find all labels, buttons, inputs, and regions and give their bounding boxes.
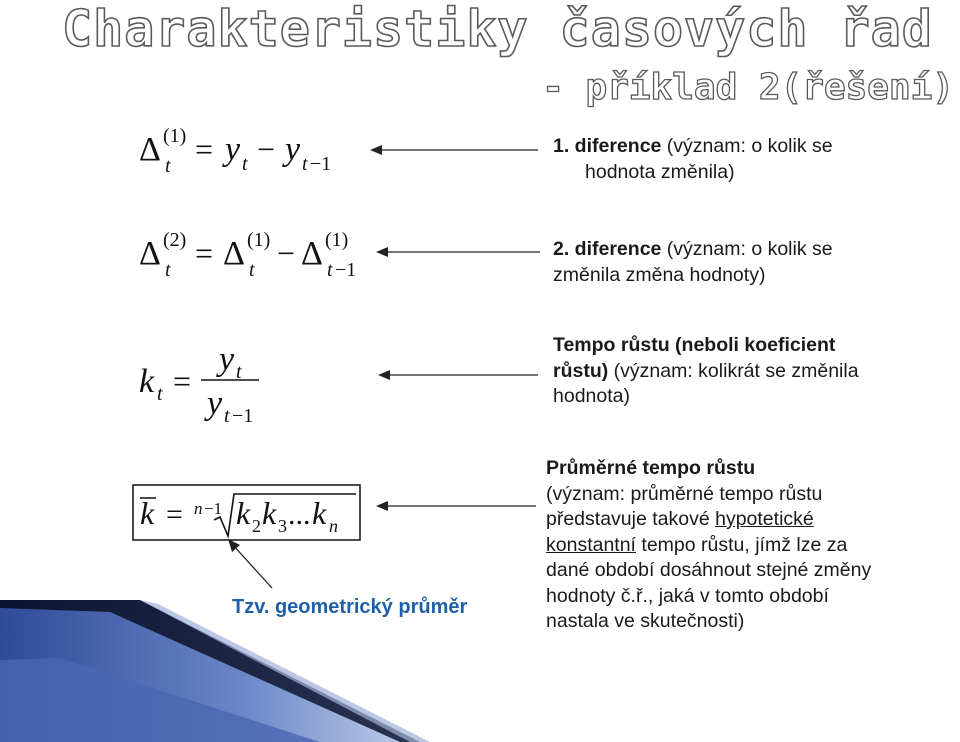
- formula-second-difference: [135, 222, 375, 286]
- arrow-left-4: [376, 498, 538, 514]
- svg-text:Δ: Δ: [139, 131, 161, 168]
- formula-growth-rate: [135, 340, 285, 430]
- svg-text:(1): (1): [325, 229, 349, 251]
- desc-second-difference: 2. diference (význam: o kolik se změnila změna hodnoty): [553, 238, 833, 286]
- svg-text:3: 3: [278, 516, 287, 536]
- desc-growth-rate: Tempo růstu (neboli koeficient růstu) (význam: kolikrát se změnila hodnota): [553, 334, 859, 407]
- formula-mean-growth: [132, 484, 362, 542]
- svg-text:t: t: [302, 153, 308, 175]
- arrow-left-3: [378, 367, 540, 383]
- svg-text:−1: −1: [335, 259, 357, 281]
- svg-text:Δ: Δ: [139, 235, 161, 272]
- svg-text:t: t: [327, 259, 333, 281]
- svg-text:(1): (1): [247, 229, 271, 251]
- svg-text:−: −: [277, 235, 296, 271]
- svg-text:Δ: Δ: [301, 235, 323, 272]
- svg-text:n: n: [194, 499, 203, 518]
- svg-text:t: t: [165, 155, 171, 177]
- svg-text:Δ: Δ: [223, 235, 245, 272]
- svg-text:t: t: [242, 153, 248, 175]
- svg-text:(1): (1): [163, 125, 187, 147]
- svg-text:−1: −1: [310, 153, 332, 175]
- svg-text:−1: −1: [204, 499, 223, 518]
- svg-text:y: y: [285, 131, 301, 168]
- geometric-mean-caption: Tzv. geometrický průměr: [232, 596, 468, 618]
- svg-text:k: k: [139, 363, 155, 400]
- svg-text:k: k: [312, 495, 327, 531]
- svg-text:k: k: [262, 495, 277, 531]
- svg-text:k: k: [140, 495, 155, 531]
- page-subtitle: - příklad 2(řešení): [542, 67, 954, 108]
- svg-text:...: ...: [288, 498, 311, 531]
- desc-mean-growth: Průměrné tempo růstu (význam: průměrné tempo růstu představuje takové hypotetické konstantní tempo růstu, jímž lze za dané období dosáhnout stejné změny hodnoty č.ř., jaká v tomto období nastala ve skutečnosti): [546, 457, 872, 632]
- svg-text:=: =: [173, 363, 192, 399]
- svg-text:=: =: [195, 235, 214, 271]
- svg-text:(2): (2): [163, 229, 187, 251]
- arrow-up-to-root: [224, 536, 276, 592]
- svg-text:t: t: [224, 405, 230, 427]
- svg-text:y: y: [219, 341, 235, 378]
- desc-first-difference: 1. diference (význam: o kolik se hodnota změnila): [553, 135, 833, 183]
- svg-text:=: =: [195, 131, 214, 167]
- svg-text:k: k: [236, 495, 251, 531]
- formula-first-difference: [135, 120, 355, 180]
- svg-text:2: 2: [252, 516, 261, 536]
- svg-text:t: t: [236, 361, 242, 383]
- svg-text:t: t: [165, 259, 171, 281]
- svg-text:−1: −1: [232, 405, 254, 427]
- svg-text:n: n: [329, 516, 338, 536]
- svg-text:y: y: [207, 385, 223, 422]
- svg-text:t: t: [157, 383, 163, 405]
- svg-text:=: =: [166, 498, 183, 531]
- svg-text:t: t: [249, 259, 255, 281]
- svg-text:−: −: [257, 131, 276, 167]
- arrow-left-2: [376, 244, 542, 260]
- decorative-swoosh: [0, 600, 960, 742]
- page-title: Charakteristiky časových řad: [62, 0, 933, 58]
- arrow-left-1: [370, 142, 540, 158]
- svg-text:y: y: [225, 131, 241, 168]
